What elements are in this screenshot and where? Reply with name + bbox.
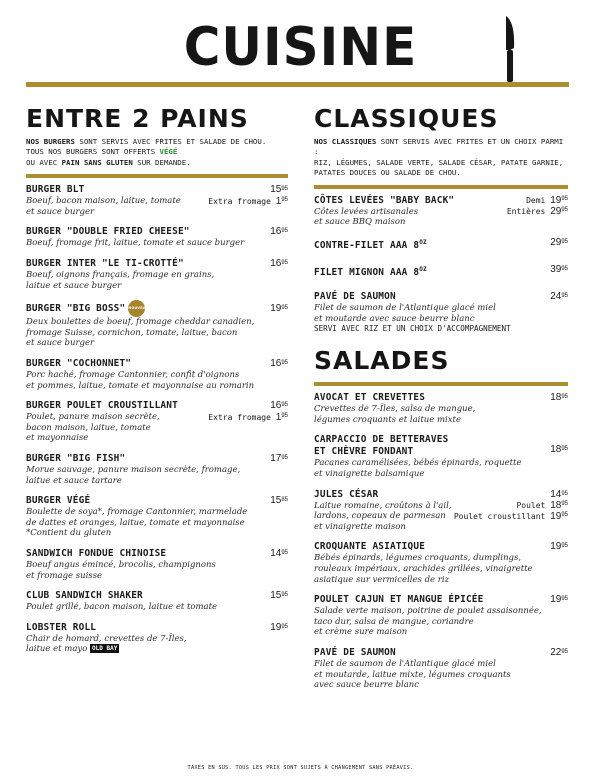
old-bay-logo: OLD BAY <box>92 645 118 653</box>
item-option: Extra fromage $1^{95}$ <box>208 196 288 208</box>
menu-item: BURGER "COCHONNET" $16^{95}$ Porc haché, fromage Cantonnier, confit d'oignons et pommes, laitue, tomate et mayonnaise au romarin <box>26 357 288 391</box>
header-divider <box>26 82 569 87</box>
menu-item: POULET CAJUN ET MANGUE ÉPICÉE $19^{95}$ Salade verte maison, poitrine de poulet assaisonnée, taco dur, salsa de mangue, coriandre et crème sure maison <box>314 594 568 638</box>
menu-item: BURGER VÉGÉ $15^{85}$ Boulette de soya*, fromage Cantonnier, marmelade de dattes et oranges, laitue, tomate et mayonnaise *Contient du gluten <box>26 495 288 539</box>
menu-item: JULES CÉSAR $14^{95}$ Poulet $18^{95}$ Poulet croustillant $19^{95}$ Laitue romaine, croûtons à l'ail, lardons, copeaux de parmesan et vinaigrette maison <box>314 488 568 532</box>
item-price: $15^{95}$ <box>270 590 288 602</box>
item-price: $18^{95}$ <box>550 392 568 404</box>
menu-item: PAVÉ DE SAUMON $22^{95}$ Filet de saumon de l'Atlantique glacé miel et moutarde, laitue mixte, légumes croquants avec sauce beurre blanc <box>314 646 568 691</box>
menu-item: BURGER "BIG BOSS" NOUVEAU $19^{95}$ Deux boulettes de boeuf, fromage cheddar canadien, fromage Suisse, cornichon, tomate, laitue, bacon et sauce burger <box>26 300 288 349</box>
item-price: $19^{95}$ <box>550 541 568 553</box>
menu-item: LOBSTER ROLL $19^{95}$ Chair de homard, crevettes de 7-Îles, laitue et mayo OLD BAY <box>26 621 288 655</box>
section-title: CLASSIQUES <box>314 104 499 133</box>
footer-note: TAXES EN SUS. TOUS LES PRIX SONT SUJETS À CHANGEMENT SANS PRÉAVIS. <box>187 765 414 771</box>
item-price: $15^{85}$ <box>270 495 288 507</box>
item-price: $24^{95}$ <box>550 291 568 303</box>
item-price: $29^{95}$ <box>550 236 568 248</box>
item-price: $19^{95}$ <box>270 303 288 315</box>
section-intro: NOS CLASSIQUES SONT SERVIS AVEC FRITES ET UN CHOIX PARMI : RIZ, LÉGUMES, SALADE VERTE, SALADE CÉSAR, PATATE GARNIE, PATATES DOUCES OU SALADE DE CHOU. <box>314 137 564 178</box>
menu-item: FILET MIGNON AAA $8^{OZ}$ $39^{95}$ <box>314 263 568 279</box>
menu-item: CÔTES LEVÉES "BABY BACK" Demi $19^{95}$ Entières $29^{95}$ Côtes levées artisanales et sauce BBQ maison <box>314 194 568 228</box>
menu-item: PAVÉ DE SAUMON $24^{95}$ Filet de saumon de l'Atlantique glacé miel et moutarde avec sauce beurre blanc SERVI AVEC RIZ ET UN CHOIX D'ACCOMPAGNEMENT <box>314 291 568 334</box>
new-badge: NOUVEAU <box>128 300 145 317</box>
section-title: ENTRE 2 PAINS <box>26 104 249 133</box>
menu-item: AVOCAT ET CREVETTES $18^{95}$ Crevettes de 7-Îles, salsa de mangue, légumes croquants et laitue mixte <box>314 392 568 425</box>
item-price: $22^{95}$ <box>550 646 568 658</box>
section-divider <box>314 382 568 386</box>
menu-item: BURGER INTER "LE TI-CROTTÉ" $16^{95}$ Boeuf, oignons français, fromage en grains, laitue et sauce burger <box>26 258 288 291</box>
section-intro: NOS BURGERS SONT SERVIS AVEC FRITES ET SALADE DE CHOU. TOUS NOS BURGERS SONT OFFERTS VÉGÉ OU AVEC PAIN SANS GLUTEN SUR DEMANDE. <box>26 137 267 167</box>
section-classiques <box>314 104 568 700</box>
item-price: $19^{95}$ <box>270 621 288 633</box>
item-option: Poulet $18^{95}$ <box>516 499 568 511</box>
menu-item: SANDWICH FONDUE CHINOISE $14^{95}$ Boeuf angus émincé, brocolis, champignons et fromage suisse <box>26 547 288 581</box>
item-option: Extra fromage $1^{95}$ <box>208 412 288 424</box>
item-price: $14^{95}$ <box>270 547 288 559</box>
item-option: Demi $19^{95}$ <box>526 194 568 206</box>
menu-item: CLUB SANDWICH SHAKER $15^{95}$ Poulet grillé, bacon maison, laitue et tomate <box>26 590 288 613</box>
item-price: $39^{95}$ <box>550 263 568 275</box>
item-price: $16^{95}$ <box>270 226 288 238</box>
menu-item: BURGER BLT $15^{95}$ Extra fromage $1^{95}$ Boeuf, bacon maison, laitue, tomate et sauce burger <box>26 184 288 217</box>
section-divider <box>26 174 288 178</box>
item-price: $16^{95}$ <box>270 258 288 269</box>
item-option: Entières $29^{95}$ <box>506 205 568 217</box>
menu-item: BURGER POULET CROUSTILLANT $16^{95}$ Extra fromage $1^{95}$ Poulet, panure maison secrète, bacon maison, laitue, tomate et mayonnaise <box>26 400 288 444</box>
section-divider <box>314 185 568 189</box>
menu-item: BURGER "BIG FISH" $17^{95}$ Morue sauvage, panure maison secrète, fromage, laitue et sauce tartare <box>26 452 288 486</box>
section-entre-2-pains <box>26 104 288 664</box>
menu-item: CONTRE-FILET AAA $8^{OZ}$ $29^{95}$ <box>314 236 568 251</box>
menu-item: BURGER "DOUBLE FRIED CHEESE" $16^{95}$ Boeuf, fromage frit, laitue, tomate et sauce burger <box>26 226 288 249</box>
menu-item: CARPACCIO DE BETTERAVES ET CHÈVRE FONDANT $18^{95}$ Pacanes caramélisées, bébés épinards, roquette et vinaigrette balsamique <box>314 434 568 480</box>
item-price: $18^{95}$ <box>550 444 568 456</box>
item-price: $16^{95}$ <box>270 400 288 412</box>
knife-icon <box>502 14 518 84</box>
item-price: $17^{95}$ <box>270 452 288 464</box>
page-title: CUISINE <box>183 16 418 78</box>
section-title-salades: SALADES <box>314 346 450 376</box>
item-price: $14^{95}$ <box>550 488 568 500</box>
item-price: $15^{95}$ <box>270 184 288 196</box>
item-price: $19^{95}$ <box>550 594 568 606</box>
item-price: $16^{95}$ <box>270 357 288 369</box>
item-option: Poulet croustillant $19^{95}$ <box>453 510 568 522</box>
menu-item: CROQUANTE ASIATIQUE $19^{95}$ Bébés épinards, légumes croquants, dumplings, rouleaux impériaux, arachides grillées, vinaigrette asiatique sur vermicelles de riz <box>314 541 568 585</box>
